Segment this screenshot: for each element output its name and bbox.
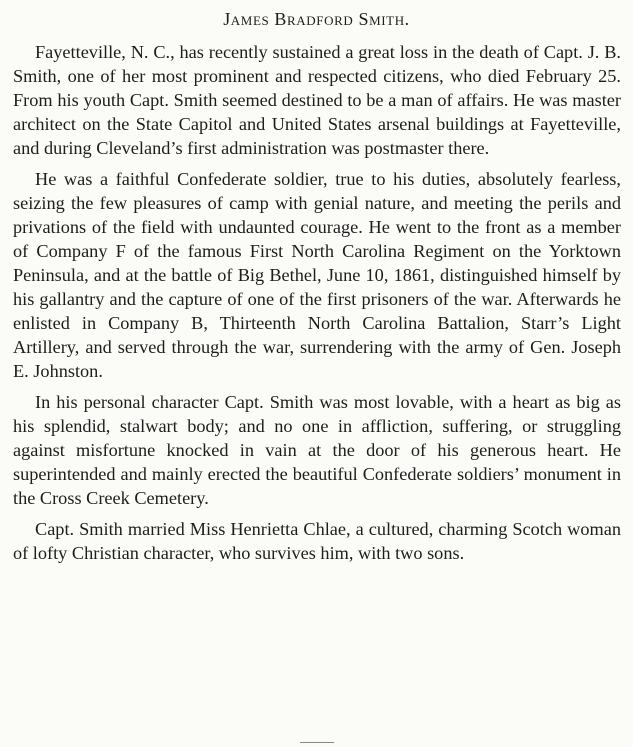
paragraph-2: He was a faithful Confederate soldier, true to his duties, absolutely fearless, seizing the few pleasures of camp with genial nature, and meeting the perils and privations of the field with undaunted courage. He went to the front as a member of Company F of the famous First North Carolina Regiment on the Yorktown Peninsula, and at the battle of Big Bethel, June 10, 1861, distinguished himself by his gallantry and the capture of one of the first prisoners of the war. Afterwards he enlisted in Company B, Thirteenth North Carolina Battalion, Starr’s Light Artillery, and served through the war, surrendering with the army of Gen. Joseph E. Johnston. xyxy=(13,169,621,381)
paragraph-4: Capt. Smith married Miss Henrietta Chlae, a cultured, charming Scotch woman of lofty Christian character, who survives him, with two sons. xyxy=(13,519,621,563)
article-title: James Bradford Smith. xyxy=(223,9,410,29)
article-body xyxy=(13,40,621,572)
end-rule xyxy=(300,742,334,743)
paragraph-1: Fayetteville, N. C., has recently sustained a great loss in the death of Capt. J. B. Smith, one of her most prominent and respected citizens, who died February 25. From his youth Capt. Smith seemed destined to be a man of affairs. He was master architect on the State Capitol and United States arsenal buildings at Fayetteville, and during Cleveland’s first administration was postmaster there. xyxy=(13,42,621,158)
paragraph-3: In his personal character Capt. Smith was most lovable, with a heart as big as his splendid, stalwart body; and no one in affliction, suffering, or struggling against misfortune knocked in vain at the door of his generous heart. He superintended and mainly erected the beautiful Confederate soldiers’ monument in the Cross Creek Cemetery. xyxy=(13,392,621,508)
